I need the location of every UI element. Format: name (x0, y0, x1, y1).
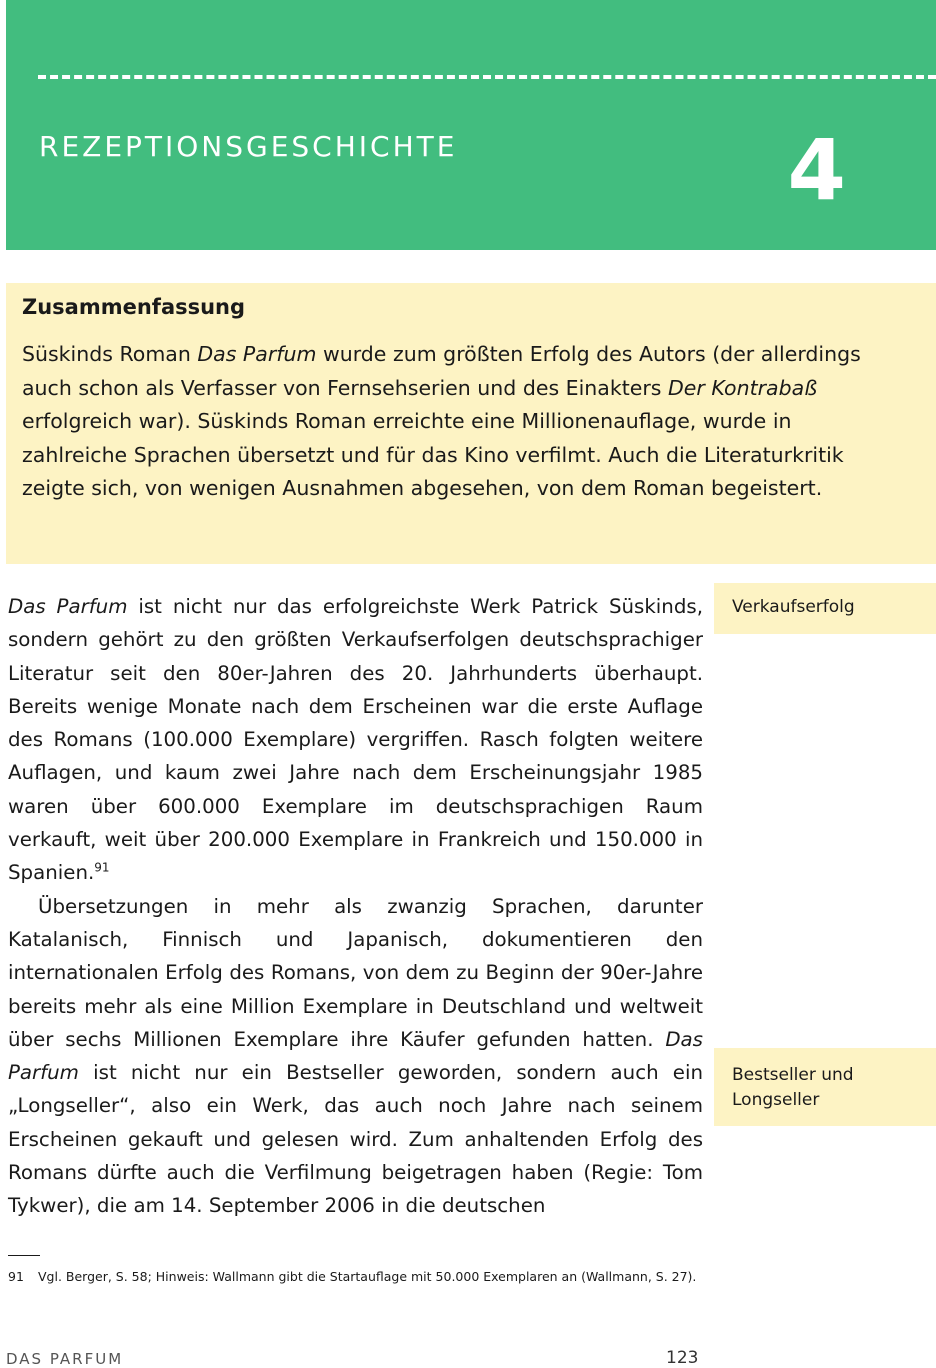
footnote (8, 1268, 708, 1286)
paragraph-2: Übersetzungen in mehr als zwanzig Sprachen, darunter Katalanisch, Finnisch und Japanisch, dokumentieren den internationalen Erfolg des Romans, von dem zu Beginn der 90er-Jahre bereits mehr als eine Million Exemplare in Deutschland und weltweit über sechs Millionen Exemplare ihre Käufer gefunden hatten. Das Parfum ist nicht nur ein Bestseller geworden, sondern auch ein „Longseller“, also ein Werk, das auch noch Jahre nach seinem Erscheinen gekauft und gelesen wird. Zum anhaltenden Erfolg des Romans dürfte auch die Verfilmung beigetragen haben (Regie: Tom Tykwer), die am 14. September 2006 in die deutschen (8, 894, 703, 1218)
footnote-reference[interactable]: 91 (94, 860, 110, 875)
margin-note-bestseller: Bestseller und Longseller (714, 1048, 936, 1126)
chapter-header (6, 0, 936, 250)
chapter-number: 4 (787, 121, 846, 219)
summary-text: Süskinds Roman Das Parfum wurde zum größten Erfolg des Autors (der allerdings auch schon als Verfasser von Fernsehserien und des Einakters Der Kontrabaß erfolgreich war). Süskinds Roman erreichte eine Millionenauflage, wurde in zahlreiche Sprachen übersetzt und für das Kino verfilmt. Auch die Literaturkritik zeigte sich, von wenigen Ausnahmen abgesehen, von dem Roman begeistert. (22, 342, 861, 500)
footnote-number: 91 (8, 1269, 24, 1284)
margin-note-verkaufserfolg: Verkaufserfolg (714, 583, 936, 634)
header-dashed-line (38, 75, 936, 79)
page-number: 123 (666, 1348, 699, 1368)
footnote-divider (8, 1255, 40, 1256)
chapter-title: REZEPTIONSGESCHICHTE (39, 130, 458, 163)
summary-title: Zusammenfassung (22, 295, 246, 319)
paragraph-1: Das Parfum ist nicht nur das erfolgreichste Werk Patrick Süskinds, sondern gehört zu den größten Verkaufserfolgen deutschsprachiger Literatur seit den 80er-Jahren des 20. Jahrhunderts überhaupt. Bereits wenige Monate nach dem Erscheinen war die erste Auflage des Romans (100.000 Exemplare) vergriffen. Rasch folgten weitere Auflagen, und kaum zwei Jahre nach dem Erscheinungsjahr 1985 waren über 600.000 Exemplare im deutschsprachigen Raum verkauft, weit über 200.000 Exemplare in Frankreich und 150.000 in Spanien.$^{91}$ (8, 595, 703, 885)
summary-box (6, 283, 936, 564)
footer-book-title: DAS PARFUM (6, 1350, 124, 1368)
body-text (8, 590, 703, 1223)
footnote-text: Vgl. Berger, S. 58; Hinweis: Wallmann gibt die Startauflage mit 50.000 Exemplaren an (Wallmann, S. 27). (38, 1269, 697, 1284)
